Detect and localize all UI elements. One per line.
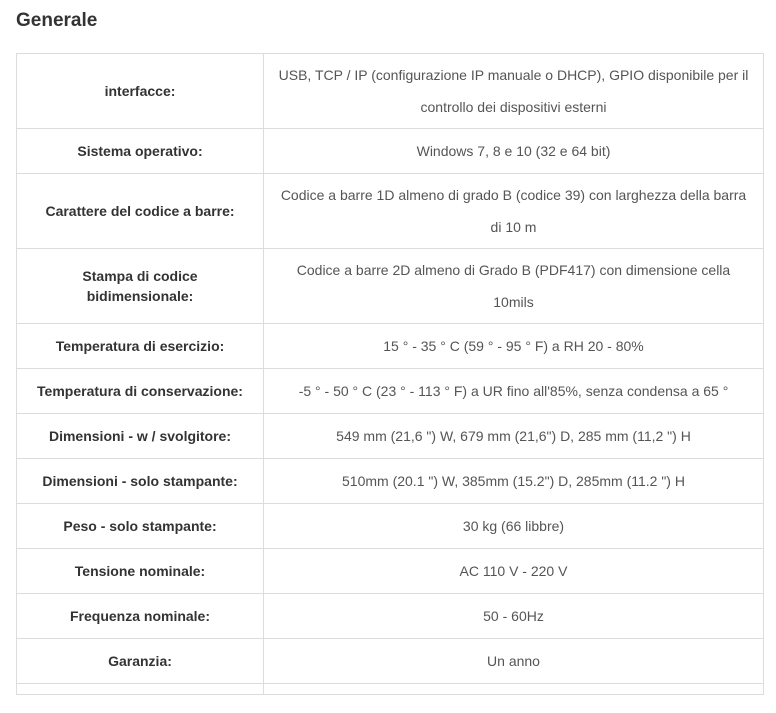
spec-value: Un anno: [264, 639, 764, 684]
spec-row: [17, 249, 764, 324]
spec-table: [16, 53, 764, 695]
spec-value: Codice a barre 2D almeno di Grado B (PDF417) con dimensione cella 10mils: [264, 249, 764, 324]
spec-label: Garanzia:: [17, 639, 264, 684]
spec-row: [17, 129, 764, 174]
spec-value: AC 110 V - 220 V: [264, 549, 764, 594]
spec-row: [17, 414, 764, 459]
spec-label: Sistema operativo:: [17, 129, 264, 174]
spec-label: Dimensioni - solo stampante:: [17, 459, 264, 504]
spec-row: [17, 504, 764, 549]
spec-row: [17, 369, 764, 414]
spec-value: USB, TCP / IP (configurazione IP manuale o DHCP), GPIO disponibile per il controllo dei dispositivi esterni: [264, 54, 764, 129]
spec-row-empty: [17, 684, 764, 695]
spec-row: [17, 549, 764, 594]
spec-value: 549 mm (21,6 ") W, 679 mm (21,6") D, 285 mm (11,2 ") H: [264, 414, 764, 459]
spec-value: Windows 7, 8 e 10 (32 e 64 bit): [264, 129, 764, 174]
spec-table-body: [17, 54, 764, 695]
spec-value-empty: [264, 684, 764, 695]
spec-value: 510mm (20.1 ") W, 385mm (15.2") D, 285mm (11.2 ") H: [264, 459, 764, 504]
spec-label: Temperatura di esercizio:: [17, 324, 264, 369]
spec-label: Stampa di codice bidimensionale:: [17, 249, 264, 324]
spec-label-empty: [17, 684, 264, 695]
spec-label: Peso - solo stampante:: [17, 504, 264, 549]
spec-value: Codice a barre 1D almeno di grado B (codice 39) con larghezza della barra di 10 m: [264, 174, 764, 249]
spec-value: -5 ° - 50 ° C (23 ° - 113 ° F) a UR fino all'85%, senza condensa a 65 °: [264, 369, 764, 414]
spec-row: [17, 459, 764, 504]
spec-value: 15 ° - 35 ° C (59 ° - 95 ° F) a RH 20 - 80%: [264, 324, 764, 369]
spec-value: 50 - 60Hz: [264, 594, 764, 639]
spec-row: [17, 174, 764, 249]
spec-row: [17, 594, 764, 639]
spec-row: [17, 54, 764, 129]
spec-label: Dimensioni - w / svolgitore:: [17, 414, 264, 459]
spec-label: Temperatura di conservazione:: [17, 369, 264, 414]
spec-label: Frequenza nominale:: [17, 594, 264, 639]
spec-label: Tensione nominale:: [17, 549, 264, 594]
spec-row: [17, 639, 764, 684]
spec-label: Carattere del codice a barre:: [17, 174, 264, 249]
section-title: Generale: [16, 10, 98, 31]
spec-label: interfacce:: [17, 54, 264, 129]
spec-value: 30 kg (66 libbre): [264, 504, 764, 549]
spec-row: [17, 324, 764, 369]
